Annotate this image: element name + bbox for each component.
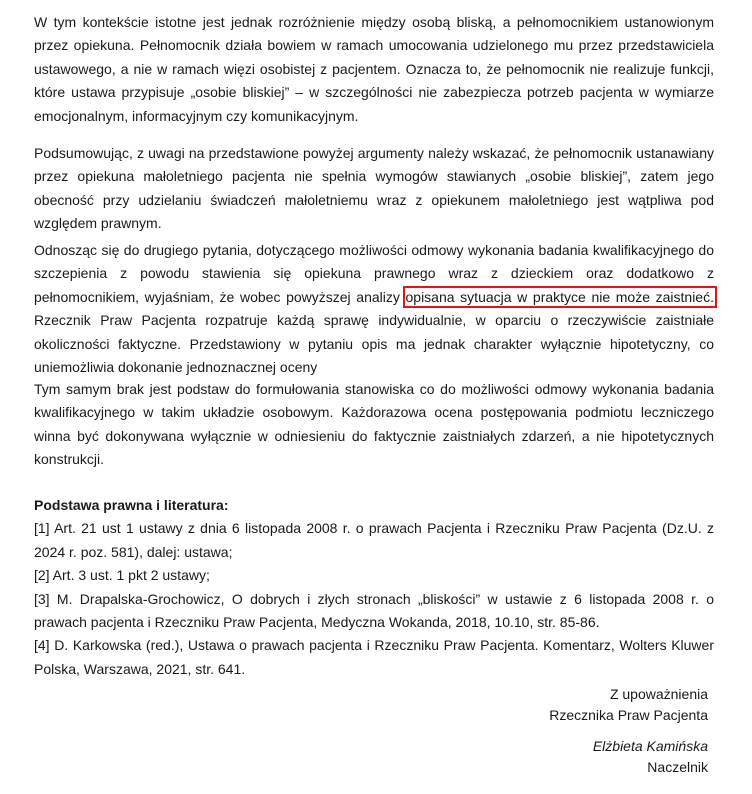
authority-name: Rzecznika Praw Pacjenta xyxy=(549,707,708,723)
paragraph-conclusion: Tym samym brak jest podstaw do formułowania stanowiska co do możliwości odmowy wykonania badania kwalifikacyjnego w takim układzie osobowym. Każdorazowa ocena postępowania podmiotu leczniczego winna być dokonywana wyłącznie w odniesieniu do faktycznie zaistniałych zdarzeń, a nie hipotetycznych konstrukcji. xyxy=(34,381,714,468)
authorization-line: Z upoważnienia xyxy=(609,686,708,702)
reference-item-3: [3] M. Drapalska-Grochowicz, O dobrych i złych stronach „bliskości” w ustawie z 6 listopada 2008 r. o prawach pacjenta i Rzeczniku Praw Pacjenta, Medyczna Wokanda, 2018, 10.10, str. 85-86. xyxy=(34,590,714,631)
references-title: Podstawa prawna i literatura: xyxy=(34,497,229,513)
reference-item-2: [2] Art. 3 ust. 1 pkt 2 ustawy; xyxy=(34,567,210,584)
reference-item-4: [4] D. Karkowska (red.), Ustawa o prawach pacjenta i Rzeczniku Praw Pacjenta. Komentarz, Wolters Kluwer Polska, Warszawa, 2021, str. 641. xyxy=(34,637,714,677)
signatory-position: Naczelnik xyxy=(647,759,708,775)
paragraph-second-question-start: Odnosząc się do drugiego pytania, dotyczącego możliwości odmowy wykonania badania kwalifikacyjnego do szczepienia z powodu stawienia się opiekuna prawnego wraz z dzieckiem oraz dodatkowo z pełnomocnikiem, wyjaśniam, że wobec powyższej analizy xyxy=(34,242,714,305)
references-section xyxy=(34,494,714,681)
signatory-name: Elżbieta Kamińska xyxy=(592,738,708,754)
reference-item-1: [1] Art. 21 ust 1 ustawy z dnia 6 listopada 2008 r. o prawach Pacjenta i Rzeczniku Praw Pacjenta (Dz.U. z 2024 r. poz. 581), dalej: ustawa; xyxy=(34,520,714,560)
paragraph-second-question-end: Rzecznik Praw Pacjenta rozpatruje każdą sprawę indywidualnie, w oparciu o rzeczywiście zaistniałe okoliczności faktyczne. Przedstawiony w pytaniu opis ma jednak charakter wyłącznie hipotetyczny, co uniemożliwia dokonanie jednoznacznej oceny xyxy=(34,312,714,376)
highlighted-phrase: opisana sytuacja w praktyce nie może zaistnieć. xyxy=(405,288,714,305)
paragraph-distinction: W tym kontekście istotne jest jednak rozróżnienie między osobą bliską, a pełnomocnikiem ustanowionym przez opiekuna. Pełnomocnik działa bowiem w ramach umocowania udzielonego mu przez przedstawiciela ustawowego, a nie w ramach więzi osobistej z pacjentem. Oznacza to, że pełnomocnik nie realizuje funkcji, które ustawa przypisuje „osobie bliskiej” – w szczególności nie zabezpiecza potrzeb pacjenta w wymiarze emocjonalnym, informacyjnym czy komunikacyjnym. xyxy=(34,14,714,124)
signatory-block xyxy=(593,736,708,778)
paragraph-summary: Podsumowując, z uwagi na przedstawione powyżej argumenty należy wskazać, że pełnomocnik ustanawiany przez opiekuna małoletniego pacjenta nie spełnia wymogów stawianych „osobie bliskiej”, zatem jego obecność przy udzielaniu świadczeń małoletniemu wraz z opiekunem małoletniego jest wątpliwa pod względem prawnym. xyxy=(34,145,714,232)
paragraph-second-question xyxy=(34,239,714,379)
authorization-block xyxy=(549,684,708,726)
